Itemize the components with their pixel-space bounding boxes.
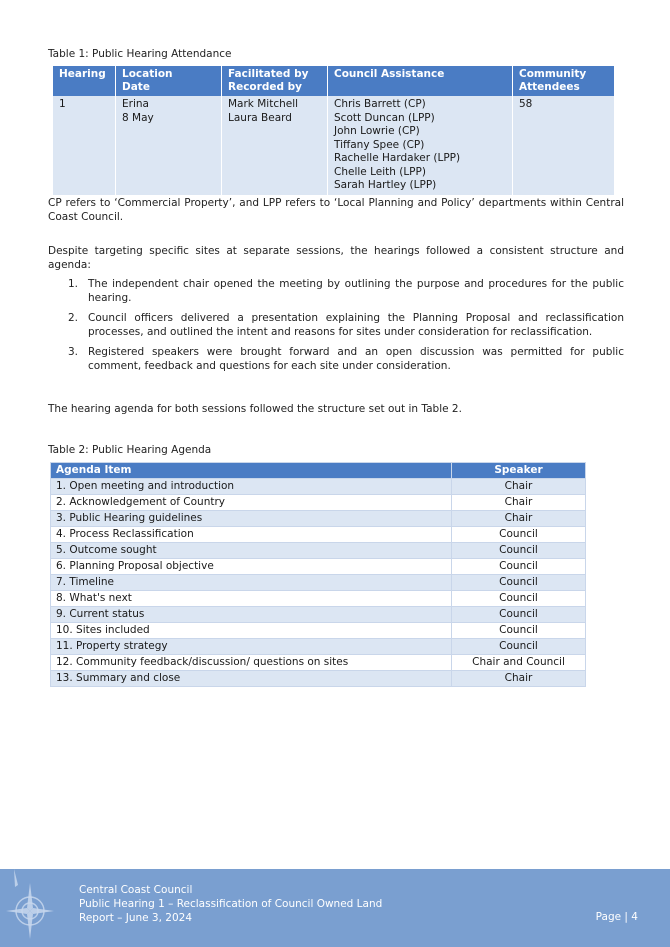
table2-caption: Table 2: Public Hearing Agenda [48, 444, 212, 456]
table-row [51, 511, 586, 527]
footer-text [79, 883, 382, 925]
hearing-cell: 1 [53, 96, 116, 195]
facilitated-header: Facilitated by [228, 68, 309, 80]
table-row [51, 479, 586, 495]
list-item [48, 311, 624, 339]
agenda-item-header: Agenda Item [51, 463, 452, 479]
agenda-steps-list [48, 277, 624, 379]
table-row [51, 527, 586, 543]
footer-organisation: Central Coast Council [79, 884, 193, 896]
location-header: Location [122, 68, 173, 80]
agenda-item-cell: 9. Current status [51, 607, 452, 623]
table-row [51, 543, 586, 559]
speaker-cell: Chair [452, 671, 586, 687]
speaker-cell: Council [452, 639, 586, 655]
table-row [51, 591, 586, 607]
step-number: 3. [68, 346, 79, 358]
speaker-cell: Council [452, 559, 586, 575]
date-header: Date [122, 81, 150, 93]
location-date-cell [116, 96, 222, 195]
table-row [51, 575, 586, 591]
table-row [51, 495, 586, 511]
speaker-cell: Council [452, 575, 586, 591]
speaker-cell: Council [452, 591, 586, 607]
speaker-header: Speaker [452, 463, 586, 479]
attendance-header-row [53, 66, 614, 96]
council-assistance-cell [328, 96, 513, 195]
speaker-cell: Chair [452, 479, 586, 495]
agenda-item-cell: 8. What's next [51, 591, 452, 607]
speaker-cell: Chair [452, 495, 586, 511]
agenda-item-cell: 12. Community feedback/discussion/ questions on sites [51, 655, 452, 671]
table1-caption: Table 1: Public Hearing Attendance [48, 48, 232, 60]
council-member: Rachelle Hardaker (LPP) [334, 152, 461, 164]
council-assistance-header: Council Assistance [328, 66, 513, 96]
location-value: Erina [122, 98, 149, 110]
agenda-item-cell: 5. Outcome sought [51, 543, 452, 559]
speaker-cell: Council [452, 623, 586, 639]
attendance-row [53, 96, 614, 195]
attendees-cell: 58 [513, 96, 615, 195]
page-footer [0, 869, 670, 947]
table-row [51, 671, 586, 687]
agenda-item-cell: 7. Timeline [51, 575, 452, 591]
recorded-value: Laura Beard [228, 111, 292, 124]
community-header: Community [519, 68, 587, 80]
facilitated-recorded-cell [222, 96, 328, 195]
council-member: Chris Barrett (CP) [334, 98, 426, 110]
agenda-item-cell: 13. Summary and close [51, 671, 452, 687]
list-item [48, 345, 624, 373]
agenda-item-cell: 1. Open meeting and introduction [51, 479, 452, 495]
agenda-item-cell: 10. Sites included [51, 623, 452, 639]
council-member: Sarah Hartley (LPP) [334, 179, 437, 191]
agenda-item-cell: 3. Public Hearing guidelines [51, 511, 452, 527]
step-text: Registered speakers were brought forward and an open discussion was permitted for public comment, feedback and questions for each site under consideration. [88, 346, 624, 372]
compass-icon [4, 869, 64, 947]
agenda-item-cell: 2. Acknowledgement of Country [51, 495, 452, 511]
council-member: Chelle Leith (LPP) [334, 165, 426, 178]
step-number: 1. [68, 278, 79, 290]
structure-intro: Despite targeting specific sites at separate sessions, the hearings followed a consistent structure and agenda: [48, 245, 624, 271]
department-note: CP refers to ‘Commercial Property’, and LPP refers to ‘Local Planning and Policy’ departments within Central Coast Council. [48, 197, 624, 223]
council-member: Scott Duncan (LPP) [334, 111, 435, 124]
recorded-header: Recorded by [228, 81, 302, 93]
agenda-header-row [51, 463, 586, 479]
speaker-cell: Council [452, 543, 586, 559]
speaker-cell: Chair and Council [452, 655, 586, 671]
community-attendees-header [513, 66, 615, 96]
agenda-item-cell: 6. Planning Proposal objective [51, 559, 452, 575]
agenda-note: The hearing agenda for both sessions followed the structure set out in Table 2. [48, 403, 462, 415]
step-number: 2. [68, 312, 79, 324]
facilitated-value: Mark Mitchell [228, 98, 299, 110]
speaker-cell: Chair [452, 511, 586, 527]
step-text: The independent chair opened the meeting by outlining the purpose and procedures for the public hearing. [88, 278, 624, 304]
step-text: Council officers delivered a presentation explaining the Planning Proposal and reclassification processes, and outlined the intent and reasons for sites under consideration for reclassification. [88, 312, 624, 338]
agenda-item-cell: 11. Property strategy [51, 639, 452, 655]
footer-report-title: Public Hearing 1 – Reclassification of Council Owned Land [79, 898, 383, 910]
table-row [51, 623, 586, 639]
footer-report-date: Report – June 3, 2024 [79, 912, 193, 924]
council-member: Tiffany Spee (CP) [334, 138, 425, 151]
table-row [51, 655, 586, 671]
table-row [51, 639, 586, 655]
agenda-item-cell: 4. Process Reclassification [51, 527, 452, 543]
speaker-cell: Council [452, 607, 586, 623]
list-item [48, 277, 624, 305]
location-date-header [116, 66, 222, 96]
table-row [51, 607, 586, 623]
attendees-header: Attendees [519, 81, 580, 93]
table-row [51, 559, 586, 575]
attendance-table [53, 66, 614, 195]
council-member: John Lowrie (CP) [334, 125, 420, 137]
agenda-table [50, 462, 586, 687]
date-value: 8 May [122, 111, 154, 124]
speaker-cell: Council [452, 527, 586, 543]
facilitated-recorded-header [222, 66, 328, 96]
page-number: Page | 4 [595, 911, 638, 923]
hearing-header: Hearing [53, 66, 116, 96]
